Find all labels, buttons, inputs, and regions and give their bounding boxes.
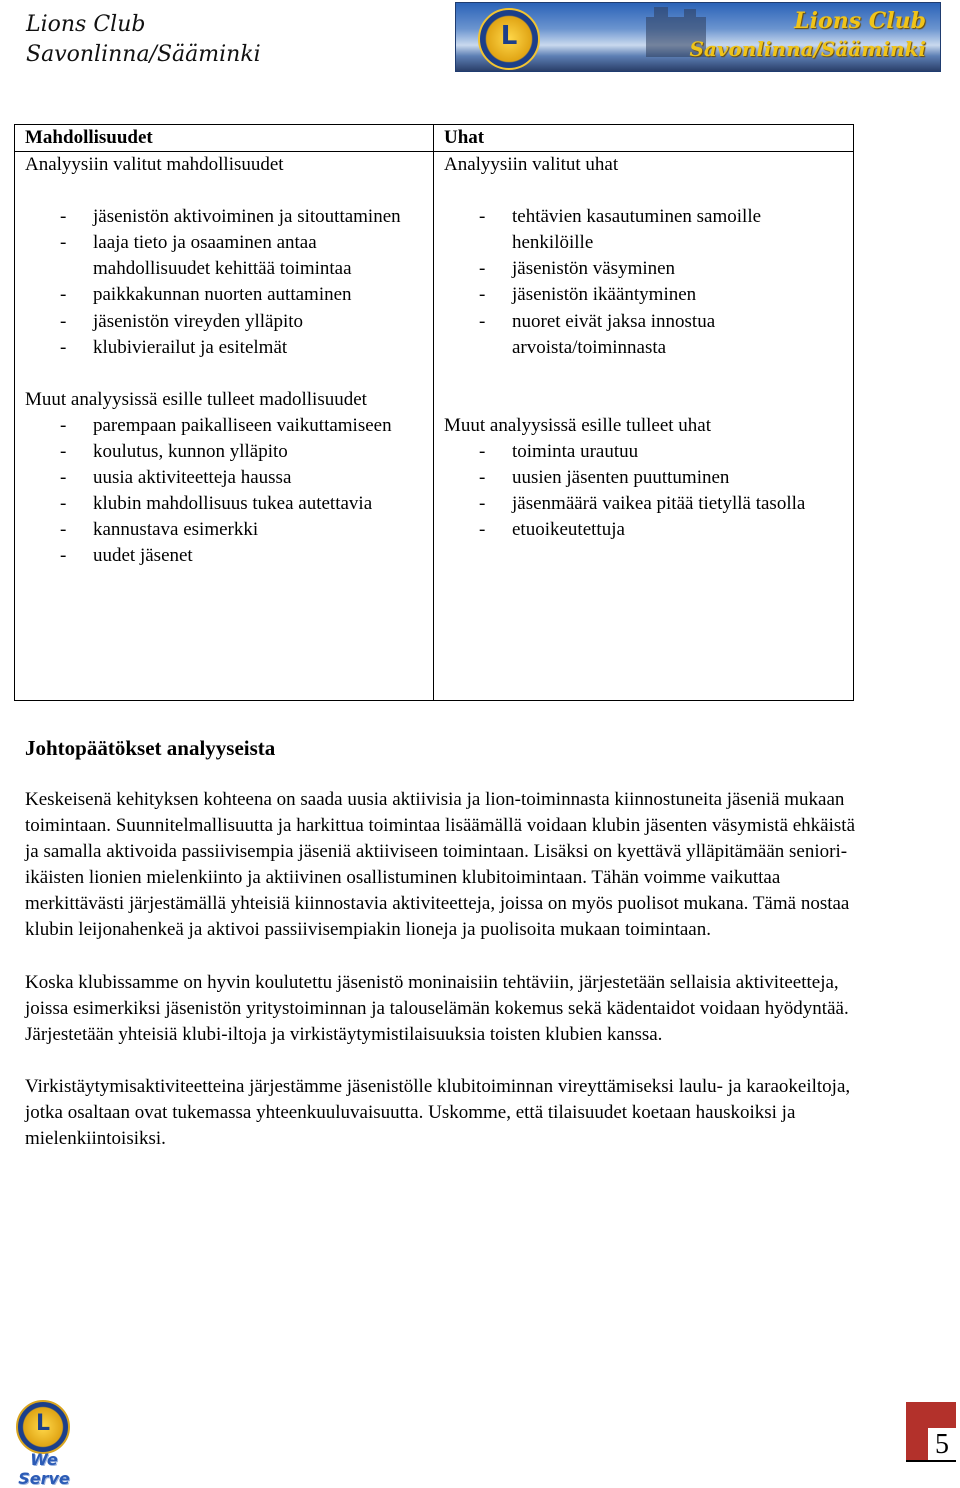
- lions-emblem-icon: [478, 8, 540, 70]
- opportunities-selected-list: [25, 204, 423, 361]
- threats-other-list: [444, 439, 843, 543]
- list-item: - etuoikeutettuja: [444, 517, 843, 543]
- list-item: - koulutus, kunnon ylläpito: [25, 439, 423, 465]
- list-item: - klubivierailut ja esitelmät: [25, 335, 423, 361]
- list-item: - uudet jäsenet: [25, 543, 423, 569]
- list-item: - nuoret eivät jaksa innostua arvoista/toiminnasta: [444, 309, 843, 361]
- conclusions-paragraph: Virkistäytymisaktiviteetteina järjestämme jäsenistölle klubitoiminnan vireyttämiseksi laulu- ja karaokeiltoja, jotka osaltaan ovat tukemassa yhteenkuuluvaisuutta. Uskomme, että tilaisuudet koetaan hauskoiksi ja mielenkiintoisiksi.: [25, 1075, 851, 1150]
- club-name: [26, 10, 261, 70]
- banner-title-line1: Lions Club: [794, 8, 926, 34]
- lions-emblem-icon: [16, 1400, 70, 1454]
- club-name-line1: Lions Club: [26, 12, 146, 37]
- list-item: - kannustava esimerkki: [25, 517, 423, 543]
- list-item: - parempaan paikalliseen vaikuttamiseen: [25, 413, 423, 439]
- conclusions-section: [25, 733, 855, 1178]
- list-item: - jäsenistön vireyden ylläpito: [25, 309, 423, 335]
- threats-selected-list: [444, 204, 843, 361]
- we-serve-logo: [2, 1400, 84, 1488]
- list-item: - tehtävien kasautuminen samoille henkilöille: [444, 204, 843, 256]
- threats-selected-label: Analyysiin valitut uhat: [444, 154, 619, 176]
- list-item: - laaja tieto ja osaaminen antaa mahdollisuudet kehittää toimintaa: [25, 230, 423, 282]
- banner-title-line2: Savonlinna/Sääminki: [689, 37, 926, 61]
- threats-other-label: Muut analyysissä esille tulleet uhat: [444, 414, 712, 436]
- list-item: - uusien jäsenten puuttuminen: [444, 465, 843, 491]
- conclusions-paragraph: Koska klubissamme on hyvin koulutettu jäsenistö moninaisiin tehtäviin, järjestetään sellaisia aktiviteetteja, joissa esimerkiksi jäsenistön yritystoiminnan ja talouselämän kokemus sekä kädentaidot voidaan hyödyntää. Järjestetään yhteisiä klubi-iltoja ja virkistäytymistilaisuuksia toisten klubien kanssa.: [25, 971, 849, 1045]
- list-item: - jäsenistön väsyminen: [444, 256, 843, 282]
- list-item: - jäsenmäärä vaikea pitää tietyllä tasolla: [444, 491, 843, 517]
- opportunities-cell: [15, 152, 434, 701]
- list-item: - klubin mahdollisuus tukea autettavia: [25, 491, 423, 517]
- opportunities-other-label: Muut analyysissä esille tulleet madollisuudet: [25, 388, 367, 410]
- list-item: - jäsenistön ikääntyminen: [444, 282, 843, 308]
- threats-heading: Uhat: [434, 125, 854, 152]
- list-item: - uusia aktiviteetteja haussa: [25, 465, 423, 491]
- page-number: 5: [928, 1428, 956, 1462]
- list-item: - paikkakunnan nuorten auttaminen: [25, 282, 423, 308]
- conclusions-paragraph: Keskeisenä kehityksen kohteena on saada uusia aktiivisia ja lion-toiminnasta kiinnostuneita jäseniä mukaan toimintaan. Suunnitelmallisuutta ja harkittua toimintaa lisäämällä voidaan klubin jäsenten väsymistä ehkäistä ja samalla aktivoida passiivisempia jäseniä aktiiviseen toimintaan. Lisäksi on kyettävä ylläpitämään seniori-ikäisten lionien mielenkiinto ja aktiivinen osallistuminen klubitoimintaan. Tähän voimme vaikuttaa merkittävästi järjestämällä yhteisiä kiinnostavia aktiviteetteja, joissa on myös puolisot mukana. Tämä nostaa klubin leijonahenkeä ja aktivoi passiivisempiakin lioneja ja puolisoita mukaan toimintaan.: [25, 789, 855, 941]
- header-banner: [455, 2, 941, 72]
- club-name-line2: Savonlinna/Sääminki: [26, 42, 261, 67]
- we-serve-text: We Serve: [18, 1450, 70, 1488]
- opportunities-selected-label: Analyysiin valitut mahdollisuudet: [25, 154, 284, 176]
- list-item: - toiminta urautuu: [444, 439, 843, 465]
- list-item: - jäsenistön aktivoiminen ja sitouttaminen: [25, 204, 423, 230]
- banner-title: [689, 7, 926, 63]
- threats-cell: [434, 152, 854, 701]
- page-number-underline: [906, 1460, 956, 1462]
- swot-table: [14, 124, 854, 701]
- conclusions-heading: Johtopäätökset analyyseista: [25, 736, 276, 760]
- opportunities-heading: Mahdollisuudet: [15, 125, 434, 152]
- opportunities-other-list: [25, 413, 423, 570]
